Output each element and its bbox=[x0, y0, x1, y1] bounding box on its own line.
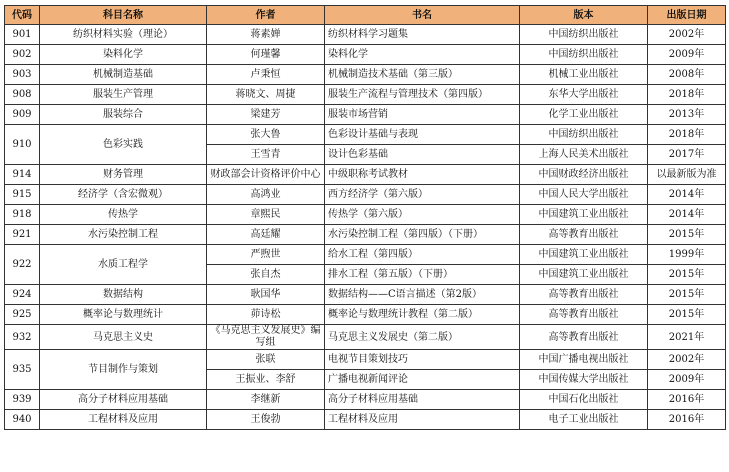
cell-author: 王雪青 bbox=[207, 145, 325, 165]
cell-date: 2018年 bbox=[648, 85, 726, 105]
table-row bbox=[5, 65, 726, 85]
header-subject: 科目名称 bbox=[40, 6, 207, 25]
cell-date: 2002年 bbox=[648, 25, 726, 45]
table-body bbox=[5, 25, 726, 430]
cell-subject: 工程材料及应用 bbox=[40, 410, 207, 430]
cell-subject: 经济学（含宏微观） bbox=[40, 185, 207, 205]
cell-code: 902 bbox=[5, 45, 40, 65]
cell-title: 数据结构——C语言描述（第2版） bbox=[325, 285, 520, 305]
cell-subject: 纺织材料实验（理论） bbox=[40, 25, 207, 45]
table-row bbox=[5, 45, 726, 65]
cell-author: 王振业、李舒 bbox=[207, 370, 325, 390]
table-row bbox=[5, 85, 726, 105]
cell-title: 广播电视新闻评论 bbox=[325, 370, 520, 390]
table-row bbox=[5, 105, 726, 125]
cell-publisher: 上海人民美术出版社 bbox=[520, 145, 648, 165]
cell-code: 914 bbox=[5, 165, 40, 185]
header-row bbox=[5, 6, 726, 25]
cell-title: 机械制造技术基础（第三版） bbox=[325, 65, 520, 85]
table-row bbox=[5, 125, 726, 145]
cell-publisher: 中国广播电视出版社 bbox=[520, 350, 648, 370]
cell-publisher: 中国纺织出版社 bbox=[520, 125, 648, 145]
cell-publisher: 机械工业出版社 bbox=[520, 65, 648, 85]
cell-date: 2021年 bbox=[648, 325, 726, 350]
cell-subject: 概率论与数理统计 bbox=[40, 305, 207, 325]
cell-code: 903 bbox=[5, 65, 40, 85]
cell-title: 染料化学 bbox=[325, 45, 520, 65]
cell-publisher: 中国石化出版社 bbox=[520, 390, 648, 410]
header-date: 出版日期 bbox=[648, 6, 726, 25]
cell-date: 2016年 bbox=[648, 390, 726, 410]
cell-publisher: 高等教育出版社 bbox=[520, 305, 648, 325]
cell-author: 财政部会计资格评价中心 bbox=[207, 165, 325, 185]
cell-subject: 色彩实践 bbox=[40, 125, 207, 165]
cell-subject: 服装生产管理 bbox=[40, 85, 207, 105]
cell-code: 921 bbox=[5, 225, 40, 245]
cell-code: 915 bbox=[5, 185, 40, 205]
cell-title: 中级职称考试教材 bbox=[325, 165, 520, 185]
header-author: 作者 bbox=[207, 6, 325, 25]
cell-author: 张联 bbox=[207, 350, 325, 370]
cell-title: 设计色彩基础 bbox=[325, 145, 520, 165]
table-header bbox=[5, 6, 726, 25]
cell-title: 工程材料及应用 bbox=[325, 410, 520, 430]
cell-code: 918 bbox=[5, 205, 40, 225]
cell-date: 2015年 bbox=[648, 225, 726, 245]
table-row bbox=[5, 165, 726, 185]
cell-code: 922 bbox=[5, 245, 40, 285]
cell-title: 西方经济学（第六版） bbox=[325, 185, 520, 205]
cell-subject: 服装综合 bbox=[40, 105, 207, 125]
cell-author: 蒋晓文、周捷 bbox=[207, 85, 325, 105]
cell-publisher: 东华大学出版社 bbox=[520, 85, 648, 105]
table-row bbox=[5, 390, 726, 410]
cell-date: 2016年 bbox=[648, 410, 726, 430]
cell-author: 高廷耀 bbox=[207, 225, 325, 245]
cell-date: 1999年 bbox=[648, 245, 726, 265]
cell-author: 茆诗松 bbox=[207, 305, 325, 325]
cell-publisher: 中国建筑工业出版社 bbox=[520, 245, 648, 265]
cell-title: 色彩设计基础与表现 bbox=[325, 125, 520, 145]
table-row bbox=[5, 185, 726, 205]
header-code: 代码 bbox=[5, 6, 40, 25]
cell-date: 2015年 bbox=[648, 265, 726, 285]
cell-date: 2009年 bbox=[648, 45, 726, 65]
cell-author: 严煦世 bbox=[207, 245, 325, 265]
cell-publisher: 高等教育出版社 bbox=[520, 285, 648, 305]
table-row bbox=[5, 305, 726, 325]
cell-code: 910 bbox=[5, 125, 40, 165]
cell-title: 纺织材料学习题集 bbox=[325, 25, 520, 45]
cell-date: 2015年 bbox=[648, 305, 726, 325]
cell-date: 2014年 bbox=[648, 205, 726, 225]
cell-date: 2002年 bbox=[648, 350, 726, 370]
cell-author: 耿国华 bbox=[207, 285, 325, 305]
cell-publisher: 中国财政经济出版社 bbox=[520, 165, 648, 185]
cell-publisher: 中国建筑工业出版社 bbox=[520, 265, 648, 285]
cell-title: 电视节目策划技巧 bbox=[325, 350, 520, 370]
cell-date: 2014年 bbox=[648, 185, 726, 205]
cell-author: 张自杰 bbox=[207, 265, 325, 285]
cell-publisher: 中国建筑工业出版社 bbox=[520, 205, 648, 225]
cell-subject: 财务管理 bbox=[40, 165, 207, 185]
cell-date: 2015年 bbox=[648, 285, 726, 305]
cell-author: 何瑾馨 bbox=[207, 45, 325, 65]
cell-date: 2018年 bbox=[648, 125, 726, 145]
cell-title: 马克思主义发展史（第二版） bbox=[325, 325, 520, 350]
cell-subject: 机械制造基础 bbox=[40, 65, 207, 85]
cell-publisher: 中国纺织出版社 bbox=[520, 25, 648, 45]
cell-author: 卢秉恒 bbox=[207, 65, 325, 85]
cell-author: 蒋素婵 bbox=[207, 25, 325, 45]
cell-title: 传热学（第六版） bbox=[325, 205, 520, 225]
cell-code: 940 bbox=[5, 410, 40, 430]
table-row bbox=[5, 245, 726, 265]
textbook-table bbox=[4, 5, 726, 430]
cell-author: 李继新 bbox=[207, 390, 325, 410]
cell-code: 939 bbox=[5, 390, 40, 410]
cell-subject: 传热学 bbox=[40, 205, 207, 225]
cell-publisher: 化学工业出版社 bbox=[520, 105, 648, 125]
cell-author: 《马克思主义发展史》编写组 bbox=[207, 325, 325, 350]
cell-publisher: 高等教育出版社 bbox=[520, 225, 648, 245]
table-row bbox=[5, 205, 726, 225]
cell-subject: 节目制作与策划 bbox=[40, 350, 207, 390]
cell-code: 909 bbox=[5, 105, 40, 125]
cell-date: 2008年 bbox=[648, 65, 726, 85]
cell-author: 高鸿业 bbox=[207, 185, 325, 205]
cell-subject: 水污染控制工程 bbox=[40, 225, 207, 245]
table-row bbox=[5, 285, 726, 305]
cell-subject: 数据结构 bbox=[40, 285, 207, 305]
cell-title: 服装生产流程与管理技术（第四版） bbox=[325, 85, 520, 105]
cell-title: 高分子材料应用基础 bbox=[325, 390, 520, 410]
header-publisher: 版本 bbox=[520, 6, 648, 25]
cell-author: 梁建芳 bbox=[207, 105, 325, 125]
cell-title: 排水工程（第五版）（下册） bbox=[325, 265, 520, 285]
cell-publisher: 电子工业出版社 bbox=[520, 410, 648, 430]
cell-code: 908 bbox=[5, 85, 40, 105]
cell-subject: 高分子材料应用基础 bbox=[40, 390, 207, 410]
cell-date: 以最新版为准 bbox=[648, 165, 726, 185]
cell-code: 935 bbox=[5, 350, 40, 390]
table-row bbox=[5, 350, 726, 370]
table-row bbox=[5, 25, 726, 45]
cell-code: 901 bbox=[5, 25, 40, 45]
cell-title: 给水工程（第四版） bbox=[325, 245, 520, 265]
cell-author: 章熙民 bbox=[207, 205, 325, 225]
table-row bbox=[5, 225, 726, 245]
cell-code: 925 bbox=[5, 305, 40, 325]
cell-publisher: 中国纺织出版社 bbox=[520, 45, 648, 65]
cell-publisher: 高等教育出版社 bbox=[520, 325, 648, 350]
cell-subject: 马克思主义史 bbox=[40, 325, 207, 350]
cell-publisher: 中国传媒大学出版社 bbox=[520, 370, 648, 390]
table-row bbox=[5, 325, 726, 350]
cell-author: 王俊勃 bbox=[207, 410, 325, 430]
cell-subject: 水质工程学 bbox=[40, 245, 207, 285]
header-title: 书名 bbox=[325, 6, 520, 25]
cell-title: 服装市场营销 bbox=[325, 105, 520, 125]
table-row bbox=[5, 410, 726, 430]
cell-author: 张大鲁 bbox=[207, 125, 325, 145]
cell-publisher: 中国人民大学出版社 bbox=[520, 185, 648, 205]
cell-date: 2009年 bbox=[648, 370, 726, 390]
cell-code: 932 bbox=[5, 325, 40, 350]
cell-code: 924 bbox=[5, 285, 40, 305]
cell-date: 2013年 bbox=[648, 105, 726, 125]
cell-title: 概率论与数理统计教程（第二版） bbox=[325, 305, 520, 325]
cell-date: 2017年 bbox=[648, 145, 726, 165]
cell-title: 水污染控制工程（第四版）（下册） bbox=[325, 225, 520, 245]
cell-subject: 染料化学 bbox=[40, 45, 207, 65]
